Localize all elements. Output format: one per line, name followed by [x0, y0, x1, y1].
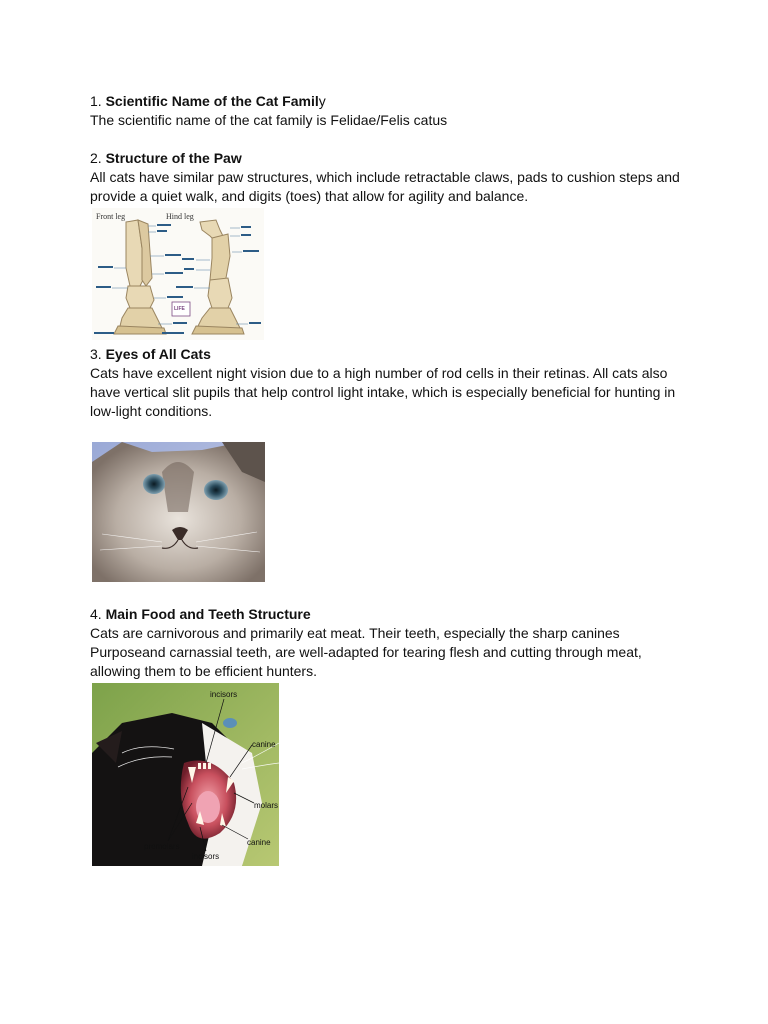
paw-bones-illustration: [92, 208, 264, 340]
section-3-body-line-2: have vertical slit pupils that help control light intake, which is especially beneficial for hunting in: [90, 384, 676, 400]
hind-leg-bones: [192, 220, 244, 334]
section-3-body-line-1: Cats have excellent night vision due to a high number of rod cells in their retinas. All cats also: [90, 365, 668, 381]
section-1-heading: [90, 92, 690, 111]
label-incisors-top: incisors: [210, 690, 238, 699]
section-1-title: Scientific Name of the Cat Famil: [105, 93, 319, 109]
label-canine-top: canine: [252, 740, 276, 749]
section-3-heading: [90, 345, 690, 364]
section-2-heading: [90, 149, 690, 168]
life-stamp-logo: [172, 302, 190, 316]
section-4-heading: [90, 605, 690, 624]
label-canine-bottom: canine: [247, 838, 271, 847]
section-3-title: Eyes of All Cats: [105, 346, 211, 362]
cat-left-eye: [143, 474, 165, 494]
section-2-body-line-2: provide a quiet walk, and digits (toes) that allow for agility and balance.: [90, 188, 529, 204]
cat-eyes-photo: [92, 442, 265, 582]
section-1-number: 1.: [90, 93, 102, 109]
hind-leg-label: Hind leg: [166, 212, 194, 221]
section-4-title: Main Food and Teeth Structure: [105, 606, 311, 622]
section-3-body-line-3: low-light conditions.: [90, 403, 213, 419]
section-4-body-line-2: Purposeand carnassial teeth, are well-adapted for tearing flesh and cutting through meat,: [90, 644, 642, 660]
section-1-body: The scientific name of the cat family is Felidae/Felis catus: [90, 112, 448, 128]
section-2-body-line-1: All cats have similar paw structures, which include retractable claws, pads to cushion steps and: [90, 169, 680, 185]
cat-eye: [223, 718, 237, 728]
section-3-number: 3.: [90, 346, 102, 362]
section-2-title: Structure of the Paw: [105, 150, 242, 166]
section-2-number: 2.: [90, 150, 102, 166]
cat-teeth-photo: [92, 683, 279, 866]
cat-right-eye: [204, 480, 228, 500]
front-leg-label: Front leg: [96, 212, 126, 221]
label-premolars: premolars: [144, 842, 180, 851]
section-4-body-line-3: allowing them to be efficient hunters.: [90, 663, 317, 679]
section-4-body-line-1: Cats are carnivorous and primarily eat meat. Their teeth, especially the sharp canines: [90, 625, 620, 641]
section-4-number: 4.: [90, 606, 102, 622]
svg-text:LIFE: LIFE: [174, 306, 185, 312]
label-incisors-bottom: incisors: [192, 852, 220, 861]
section-1-title-tail: y: [318, 93, 326, 109]
annotation-label-marks: [94, 224, 261, 334]
label-molars: molars: [254, 801, 279, 810]
paw-structure-diagram: [92, 208, 264, 340]
front-leg-bones: [114, 220, 166, 334]
